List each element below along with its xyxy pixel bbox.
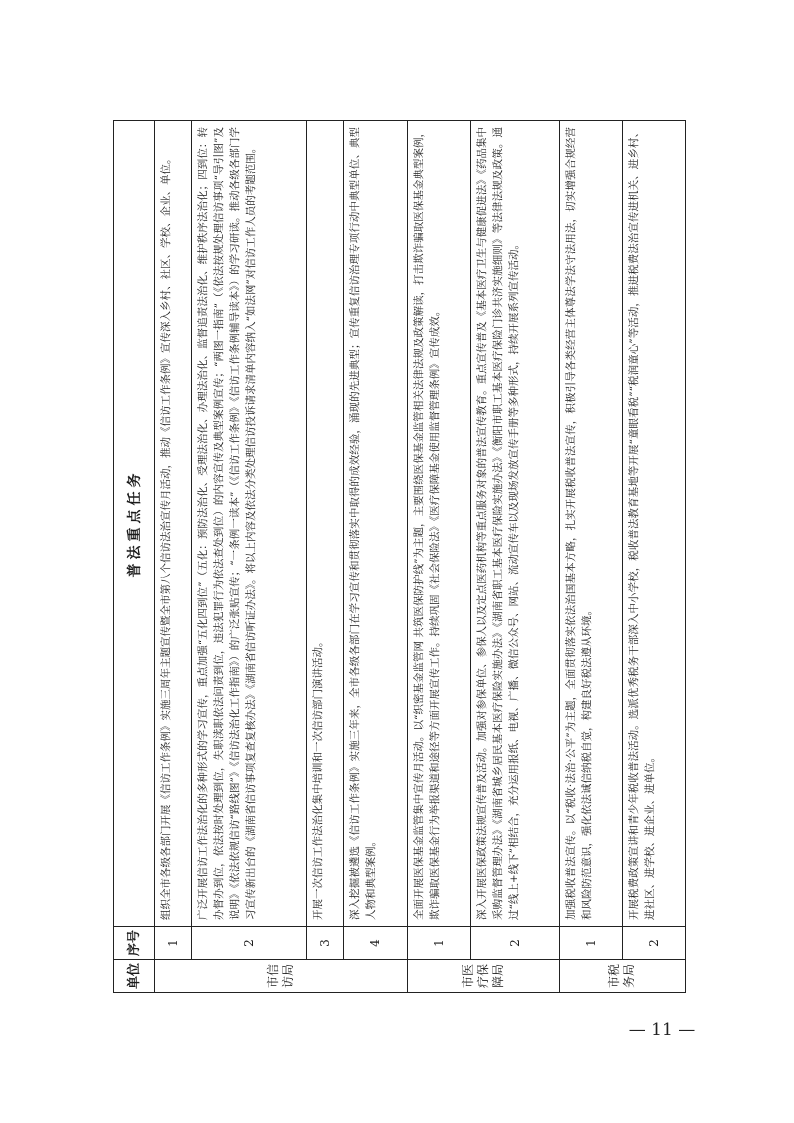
table-row (307, 121, 344, 993)
task-cell: 广泛开展信访工作法治化的多种形式的学习宣传，重点加强“五化四到位”（五化：预防法治化、受理法治化、办理法治化、监督追责法治化、维护秩序法治化；四到位：转办督办到位，依法按时处理到位，失职渎职依法问责到位，违法犯罪行为依法查处到位）的内容宣传及典型案例宣传；“两图一指南”（《依法按规处理信访事项“导引图”及说明》《依法依规信访“路线图”》《信访法治化工作指南》）的广泛张贴宣传；“一条例一读本”（《信访工作条例》《信访工作条例辅导读本》）的学习研读。推动各级各部门学习宣传新出台的《湖南省信访事项复查复核办法》《湖南省信访听证办法》。将以上内容及依法分类处理信访投诉请求清单内容纳入“如法网”对信访工作人员的考题范围。 (192, 121, 307, 927)
rotated-table-region (113, 120, 686, 993)
table-row (407, 121, 470, 993)
task-cell: 开展税费政策宣讲和青少年税收普法活动。选派优秀税务干部深入中小学校，税收普法教育基地等开展“童眼看税”“税润童心”等活动，推进税费法治宣传进机关、进乡村、进社区、进学校、进企业、进单位。 (622, 121, 685, 927)
unit-cell-medical-security-bureau: 市医疗保障局 (407, 960, 559, 993)
seq-cell: 1 (559, 927, 622, 960)
task-cell: 组织全市各级各部门开展《信访工作条例》实施三周年主题宣传暨全市第八个信访法治宣传月活动，推动《信访工作条例》宣传深入乡村、社区、学校、企业、单位。 (155, 121, 192, 927)
unit-cell-tax-bureau: 市税务局 (559, 960, 685, 993)
seq-cell: 2 (622, 927, 685, 960)
page-number: — 11 — (628, 1020, 696, 1040)
table-row (470, 121, 559, 993)
task-cell: 加强税收普法宣传。以“税收·法治·公平”为主题，全面贯彻落实依法治国基本方略，扎实开展税收普法宣传，积极引导各类经营主体尊法学法守法用法，切实增强合规经营和风险防范意识，强化依法诚信纳税自觉，构建良好税法遵从环境。 (559, 121, 622, 927)
table-row (559, 121, 622, 993)
table-header-row (114, 121, 155, 993)
task-cell: 深入开展医保政策法规宣传普及活动。加强对参保单位、参保人以及定点医药机构等重点服务对象的普法宣传教育。重点宣传普及《基本医疗卫生与健康促进法》《药品集中采购监督管理办法》《湖南省城乡居民基本医疗保险实施办法》《湖南省职工基本医疗保险实施办法》《衡阳市职工基本医疗保险门诊共济实施细则》等法律法规及政策。通过“线上+线下”相结合，充分运用报纸、电视、广播、微信公众号、网站、流动宣传车以及现场发放宣传手册等多种形式，持续开展系列宣传活动。 (470, 121, 559, 927)
seq-cell: 2 (470, 927, 559, 960)
table-row (155, 121, 192, 993)
header-seq: 序号 (114, 927, 155, 960)
seq-cell: 4 (344, 927, 407, 960)
table-rotation-wrapper (113, 120, 686, 993)
task-cell: 开展一次信访工作法治化集中培训和一次信访部门演讲活动。 (307, 121, 344, 927)
seq-cell: 2 (192, 927, 307, 960)
law-popularization-task-table (113, 120, 686, 993)
task-cell: 深入挖掘被遴选《信访工作条例》实施三年来，全市各级各部门在学习宣传和贯彻落实中取得的成效经验，涌现的先进典型；宣传重复信访治理专项行动中典型单位、典型人物和典型案例。 (344, 121, 407, 927)
seq-cell: 1 (407, 927, 470, 960)
header-task: 普法重点任务 (114, 121, 155, 927)
table-row (344, 121, 407, 993)
seq-cell: 3 (307, 927, 344, 960)
task-cell: 全面开展医保基金监管集中宣传月活动。以“织密基金监管网 共筑医保防护线”为主题，主要围绕医保基金监管相关法律法规及政策解读，打击欺诈骗取医保基金典型案例，欺诈骗取医保基金行为举报渠道和途径等方面开展宣传工作。持续巩固《社会保险法》《医疗保障基金使用监督管理条例》宣传成效。 (407, 121, 470, 927)
table-row (192, 121, 307, 993)
header-unit: 单位 (114, 960, 155, 993)
table-row (622, 121, 685, 993)
unit-cell-petition-bureau: 市信访局 (155, 960, 408, 993)
seq-cell: 1 (155, 927, 192, 960)
